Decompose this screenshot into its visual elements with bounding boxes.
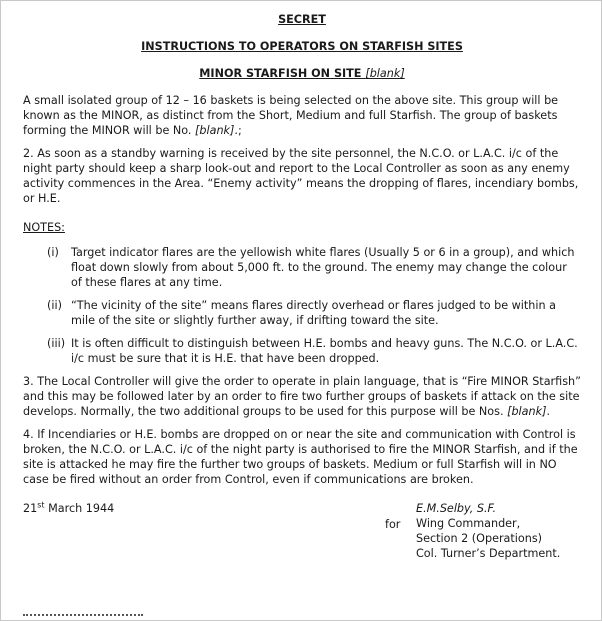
paragraph-3-end: .: [546, 405, 551, 418]
note-number: (ii): [47, 299, 62, 312]
note-number: (i): [47, 246, 59, 259]
classification-heading: SECRET: [278, 13, 326, 26]
site-title-text: MINOR STARFISH ON SITE: [199, 67, 362, 80]
signature-block: [23, 501, 581, 571]
signatory-rank: Wing Commander,: [416, 517, 521, 530]
date-suffix: st: [37, 500, 45, 510]
note-text: Target indicator flares are the yellowish white flares (Usually 5 or 6 in a group), and which float down slowly from about 5,000 ft. to the ground. The enemy may change the colour of these flares at any time.: [71, 246, 575, 289]
paragraph-3-text: 3. The Local Controller will give the order to operate in plain language, that is “Fire MINOR Starfish” and this may be followed later by an order to fire two further groups of baskets if attack on the site develops. Normally, the two additional groups to be used for this purpose will be Nos.: [23, 375, 581, 418]
note-text: “The vicinity of the site” means flares directly overhead or flares judged to be within a mile of the site or slightly further away, if drifting toward the site.: [71, 299, 557, 327]
site-title: [23, 66, 581, 81]
signatory: [416, 501, 560, 561]
date-month-year: March 1944: [44, 502, 115, 515]
document-date: [23, 501, 114, 516]
note-number: (iii): [47, 337, 66, 350]
paragraph-1-end: .;: [234, 124, 242, 137]
note-item: [23, 298, 581, 328]
cut-off-text-line: [23, 614, 143, 620]
note-item: [23, 245, 581, 290]
paragraph-1: [23, 93, 581, 138]
note-item: [23, 336, 581, 366]
signatory-department: Col. Turner’s Department.: [416, 547, 561, 560]
date-day: 21: [23, 502, 38, 515]
for-label: for: [385, 518, 401, 531]
note-text: It is often difficult to distinguish between H.E. bombs and heavy guns. The N.C.O. or L.A.C. i/c must be sure that it is H.E. that have been dropped.: [71, 337, 578, 365]
notes-title: NOTES:: [23, 221, 65, 234]
site-title-blank: [blank]: [365, 67, 405, 80]
signatory-name: E.M.Selby, S.F.: [416, 502, 497, 515]
paragraph-3-blank: [blank]: [507, 405, 547, 418]
paragraph-1-text: A small isolated group of 12 – 16 baskets is being selected on the above site. This group will be known as the MINOR, as distinct from the Short, Medium and full Starfish. The group of baskets forming the MINOR will be No.: [23, 94, 559, 137]
document-body: [23, 12, 581, 571]
paragraph-1-blank: [blank]: [195, 124, 235, 137]
paragraph-3: [23, 374, 581, 419]
paragraph-2: 2. As soon as a standby warning is received by the site personnel, the N.C.O. or L.A.C. i/c of the night party should keep a sharp look-out and report to the Local Controller as soon as any enemy activity commences in the Area. “Enemy activity” means the dropping of flares, incendiary bombs, or H.E.: [23, 147, 579, 205]
instructions-title: INSTRUCTIONS TO OPERATORS ON STARFISH SITES: [141, 40, 463, 53]
signatory-section: Section 2 (Operations): [416, 532, 543, 545]
paragraph-4: 4. If Incendiaries or H.E. bombs are dropped on or near the site and communication with Control is broken, the N.C.O. or L.A.C. i/c of the night party is authorised to fire the MINOR Starfish, and if the site is attacked he may fire the further two groups of baskets. Medium or full Starfish will in NO case be fired without an order from Control, even if communications are broken.: [23, 428, 578, 486]
